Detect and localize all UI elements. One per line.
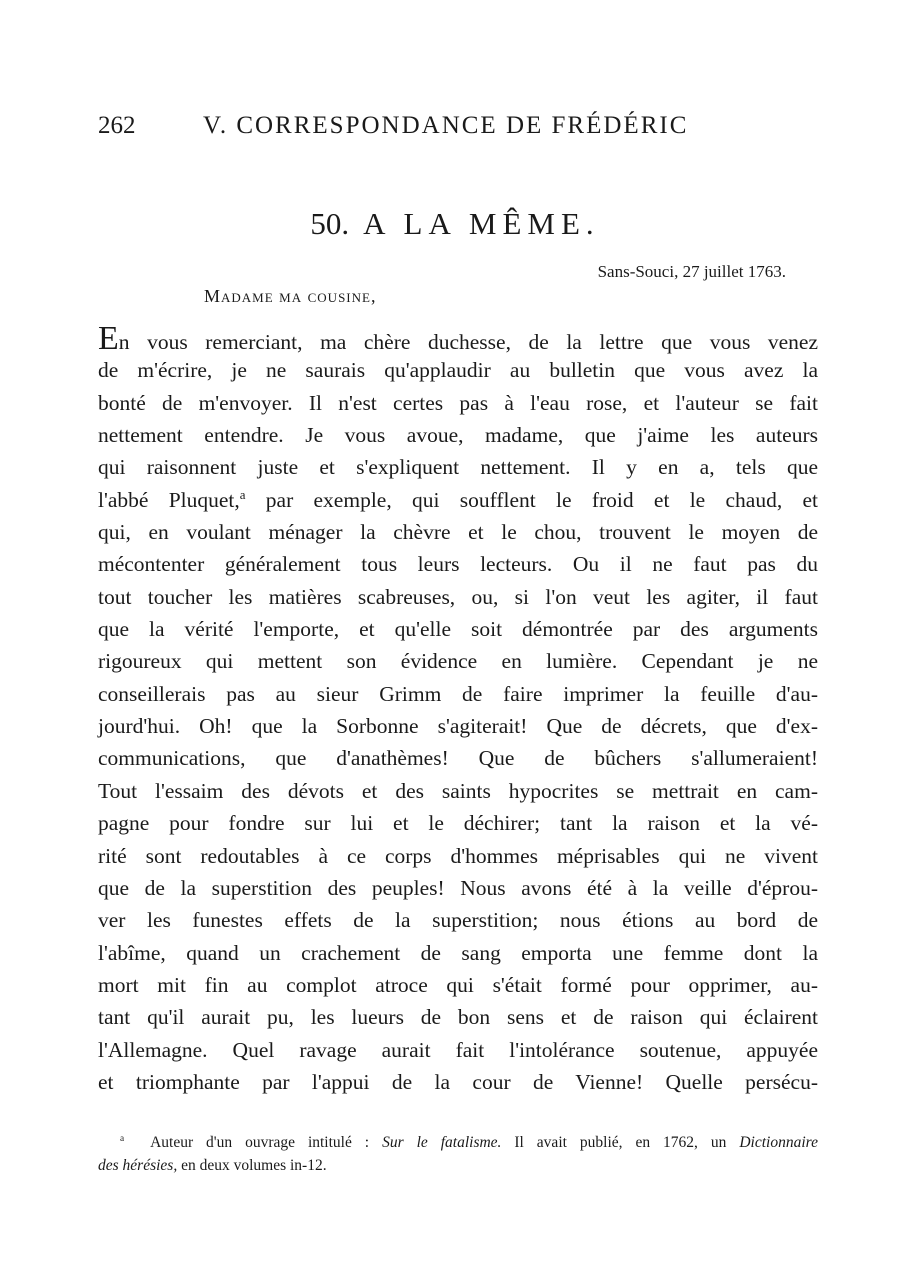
text-line: pagne pour fondre sur lui et le déchirer; tant la raison et la vé- [98, 811, 818, 836]
footnote [98, 1131, 818, 1177]
text-line: que de la superstition des peuples! Nous avons été à la veille d'éprou- [98, 875, 818, 900]
text-line [98, 320, 818, 357]
letter-title [0, 206, 900, 242]
footnote-line [98, 1131, 818, 1154]
text-line: de m'écrire, je ne saurais qu'applaudir au bulletin que vous avez la [98, 358, 818, 383]
page-number: 262 [98, 112, 136, 139]
footnote-line [98, 1154, 818, 1177]
footnote-marker: a [120, 1133, 125, 1144]
text-line: que la vérité l'emporte, et qu'elle soit démontrée par des arguments [98, 617, 818, 642]
text-line: rigoureux qui mettent son évidence en lumière. Cependant je ne [98, 649, 818, 674]
text-line: mécontenter généralement tous leurs lecteurs. Ou il ne faut pas du [98, 552, 818, 577]
footnote-work-title: Dictionnaire [739, 1134, 818, 1151]
text-line: rité sont redoutables à ce corps d'hommes méprisables qui ne vivent [98, 843, 818, 868]
footnote-work-title: des hérésies, [98, 1157, 178, 1174]
salutation: Madame ma cousine, [204, 286, 377, 306]
footnote-text: en deux volumes in-12. [177, 1157, 327, 1174]
running-header [98, 112, 798, 140]
text-line: tant qu'il aurait pu, les lueurs de bon sens et de raison qui éclairent [98, 1005, 818, 1030]
text-run: l'abbé Pluquet, [98, 487, 240, 512]
text-run: par exemple, qui soufflent le froid et le chaud, et [245, 487, 818, 512]
footnote-text: Auteur d'un ouvrage intitulé : [150, 1134, 383, 1151]
text-run: n vous remerciant, ma chère duchesse, de la lettre que vous venez [118, 330, 818, 354]
letter-number: 50. [310, 206, 350, 241]
text-line: bonté de m'envoyer. Il n'est certes pas à l'eau rose, et l'auteur se fait [98, 390, 818, 415]
text-line: conseillerais pas au sieur Grimm de faire imprimer la feuille d'au- [98, 681, 818, 706]
text-line: jourd'hui. Oh! que la Sorbonne s'agiterait! Que de décrets, que d'ex- [98, 714, 818, 739]
text-line: communications, que d'anathèmes! Que de bûchers s'allumeraient! [98, 746, 818, 771]
text-line [98, 484, 818, 516]
drop-cap: E [98, 320, 119, 357]
text-line: qui, en voulant ménager la chèvre et le chou, trouvent le moyen de [98, 520, 818, 545]
text-line: ver les funestes effets de la superstition; nous étions au bord de [98, 908, 818, 933]
letter-body [98, 322, 818, 1098]
text-line: Tout l'essaim des dévots et des saints hypocrites se mettrait en cam- [98, 778, 818, 803]
running-title: V. CORRESPONDANCE DE FRÉDÉRIC [203, 112, 689, 139]
text-line: et triomphante par l'appui de la cour de Vienne! Quelle persécu- [98, 1069, 818, 1094]
text-line: mort mit fin au complot atroce qui s'était formé pour opprimer, au- [98, 972, 818, 997]
footnote-text: Il avait publié, en 1762, un [501, 1134, 740, 1151]
letter-heading: A LA MÊME. [363, 206, 600, 241]
text-line: nettement entendre. Je vous avoue, madame, que j'aime les auteurs [98, 423, 818, 448]
text-line: l'Allemagne. Quel ravage aurait fait l'intolérance soutenue, appuyée [98, 1037, 818, 1062]
footnote-ref: a [239, 487, 246, 502]
text-line: tout toucher les matières scabreuses, ou, si l'on veut les agiter, il faut [98, 584, 818, 609]
footnote-work-title: Sur le fatalisme. [382, 1134, 502, 1151]
dateline: Sans-Souci, 27 juillet 1763. [597, 262, 786, 281]
text-line: qui raisonnent juste et s'expliquent nettement. Il y en a, tels que [98, 455, 818, 480]
text-line: l'abîme, quand un crachement de sang emporta une femme dont la [98, 940, 818, 965]
